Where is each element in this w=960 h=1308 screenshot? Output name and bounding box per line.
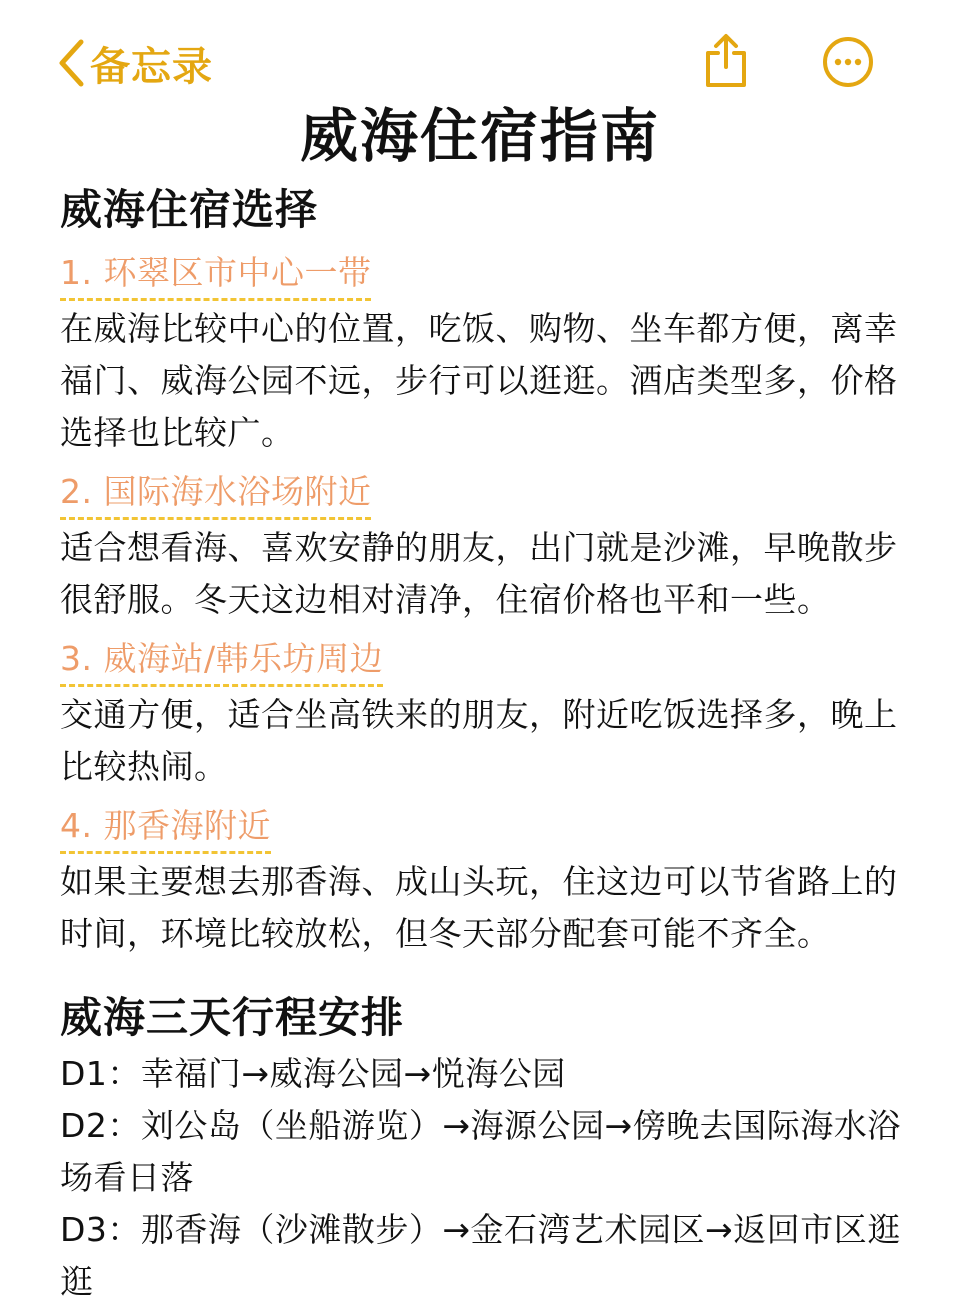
navigation-bar [0, 0, 960, 110]
more-icon [822, 36, 874, 88]
accommodation-item [60, 793, 920, 960]
back-button[interactable] [56, 34, 213, 92]
item-description: 交通方便，适合坐高铁来的朋友，附近吃饭选择多，晚上比较热闹。 [60, 695, 898, 786]
itinerary-day: D1：幸福门→威海公园→悦海公园 [60, 1054, 566, 1093]
note-title: 威海住宿指南 [299, 102, 660, 170]
accommodation-item [60, 459, 920, 626]
item-subtitle: 2. 国际海水浴场附近 [60, 467, 371, 520]
back-label: 备忘录 [90, 43, 213, 90]
note-body[interactable] [60, 180, 920, 1308]
share-icon [702, 33, 750, 89]
share-button[interactable] [702, 33, 750, 89]
more-button[interactable] [822, 36, 874, 88]
accommodation-item [60, 626, 920, 793]
section-heading-accommodation: 威海住宿选择 [60, 185, 319, 234]
section-heading-itinerary: 威海三天行程安排 [60, 993, 405, 1042]
item-description: 适合想看海、喜欢安静的朋友，出门就是沙滩，早晚散步很舒服。冬天这边相对清净，住宿价格也平和一些。 [60, 528, 898, 619]
item-subtitle: 4. 那香海附近 [60, 801, 271, 854]
item-subtitle: 3. 威海站/韩乐坊周边 [60, 634, 383, 687]
item-subtitle: 1. 环翠区市中心一带 [60, 248, 371, 301]
accommodation-item [60, 240, 920, 459]
itinerary-day: D2：刘公岛（坐船游览）→海源公园→傍晚去国际海水浴场看日落 [60, 1106, 901, 1197]
chevron-left-icon [56, 38, 86, 88]
itinerary-day: D3：那香海（沙滩散步）→金石湾艺术园区→返回市区逛逛 [60, 1210, 901, 1301]
item-description: 在威海比较中心的位置，吃饭、购物、坐车都方便，离幸福门、威海公园不远，步行可以逛逛。酒店类型多，价格选择也比较广。 [60, 309, 898, 452]
item-description: 如果主要想去那香海、成山头玩，住这边可以节省路上的时间，环境比较放松，但冬天部分配套可能不齐全。 [60, 862, 898, 953]
